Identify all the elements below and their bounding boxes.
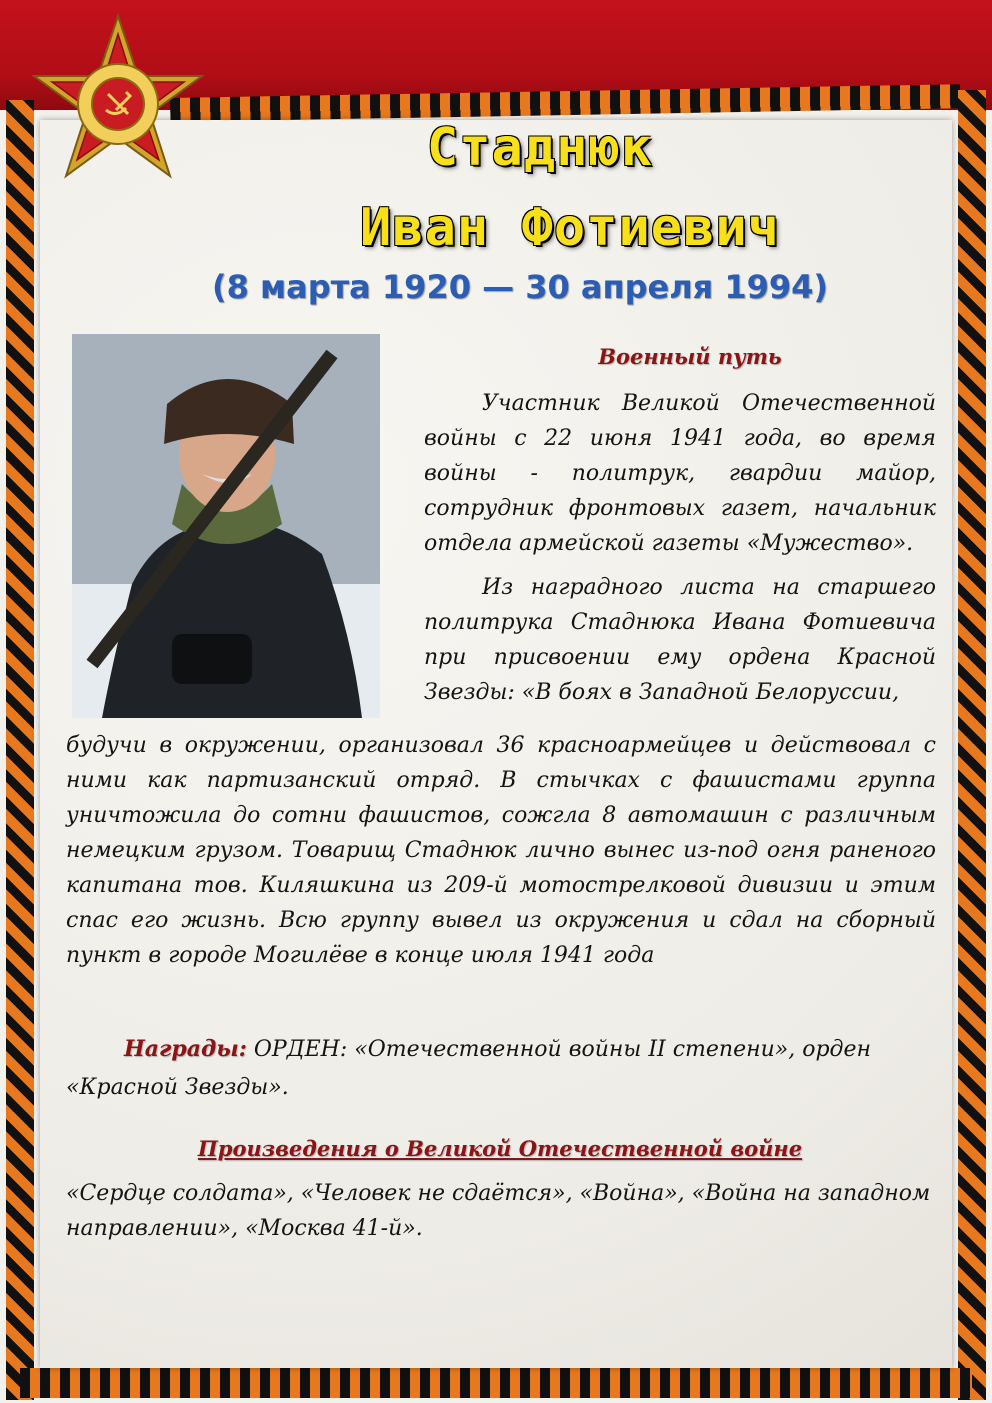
military-path-heading: Военный путь [598,344,782,369]
st-george-ribbon-bottom [20,1368,972,1398]
given-name-title: Иван Фотиевич [360,198,780,258]
military-paragraph-2-end: будучи в окружении, организовал 36 красноармейцев и действовал с ними как партизанский отряд. В стычках с фашистами группа уничтожила до сотни фашистов, сожгла 8 автомашин с различным немецким грузом. Товарищ Стаднюк лично вынес из-под огня раненого капитана тов. Киляшкина из 209-й мотострелковой дивизии и этим спас его жизнь. Всю группу вывел из окружения и сдал на сборный пункт в городе Могилёве в конце июля 1941 года [66,733,936,968]
st-george-ribbon-right [958,90,986,1400]
works-heading: Произведения о Великой Отечественной войне [197,1136,803,1161]
life-dates: (8 марта 1920 — 30 апреля 1994) [211,268,829,306]
military-paragraph-1: Участник Великой Отечественной войны с 22 июня 1941 года, во время войны - политрук, гвардии майор, сотрудник фронтовых газет, начальник отдела армейской газеты «Мужество». [424,391,936,556]
surname-title: Стаднюк [426,118,654,178]
awards-text: ОРДЕН: «Отечественной войны II степени», орден «Красной Звезды». [66,1037,871,1100]
awards-label: Награды: [124,1036,247,1062]
awards-block [66,1030,936,1107]
st-george-ribbon-left [6,100,34,1400]
portrait-photo [72,334,380,718]
works-list: «Сердце солдата», «Человек не сдаётся», «Война», «Война на западном направлении», «Москва 41-й». [66,1181,931,1241]
military-paragraph-2-start: Из наградного листа на старшего политрука Стаднюка Ивана Фотиевича при присвоении ему ордена Красной Звезды: «В боях в Западной Белоруссии, [424,575,936,705]
order-of-patriotic-war-icon [28,12,208,192]
